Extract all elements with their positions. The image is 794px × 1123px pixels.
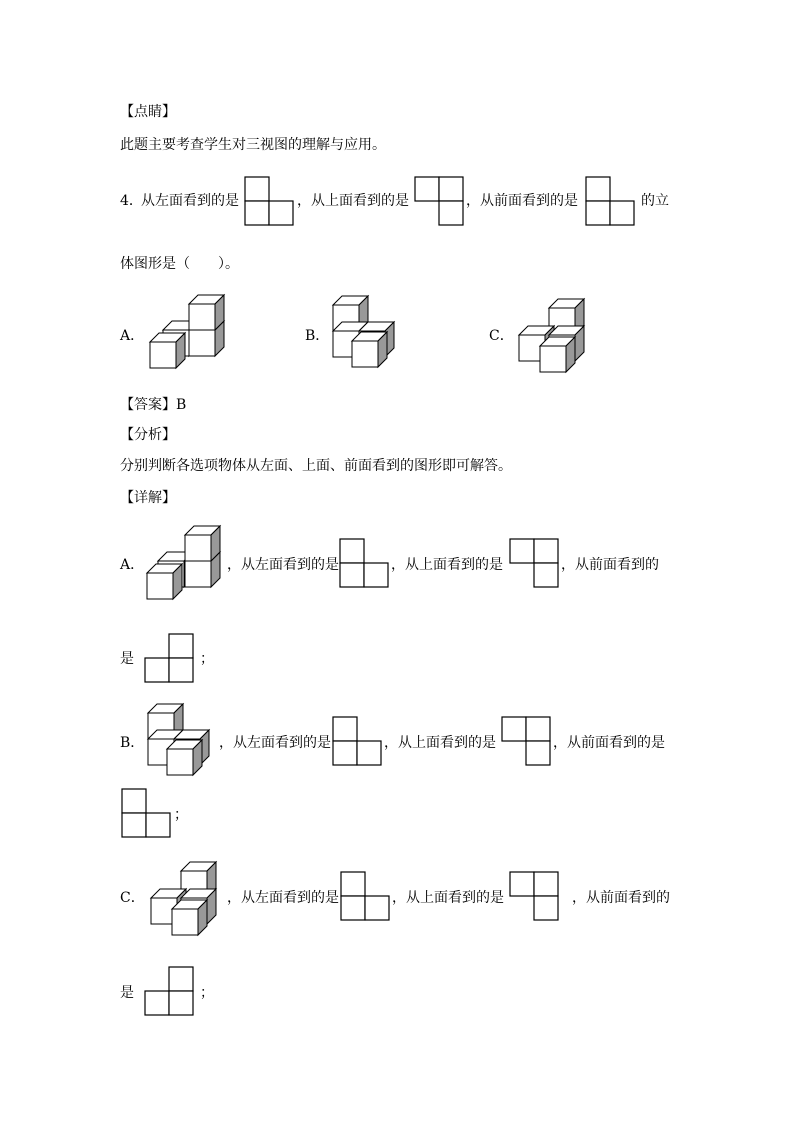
detail-b-left-label: ，从左面看到的是: [219, 735, 331, 751]
detail-c-label: C．: [120, 890, 145, 906]
detail-c-front-label: ，从前面看到的: [572, 890, 670, 906]
detail-b-end: ；: [174, 807, 188, 823]
question-line2: 体图形是（ ）。: [120, 256, 239, 272]
detail-b-front-label: ，从前面看到的是: [553, 735, 665, 751]
question-top-label: ，从上面看到的是: [297, 193, 409, 209]
detail-c-left-label: ，从左面看到的是: [227, 890, 339, 906]
analysis-text: 分别判断各选项物体从左面、上面、前面看到的图形即可解答。: [120, 458, 512, 474]
detail-b-figure: [148, 704, 218, 784]
detail-c-top-view: [510, 872, 559, 921]
detail-a-left-view: [340, 539, 389, 588]
option-a-figure: [150, 294, 230, 374]
heading-fenxi: 【分析】: [120, 427, 176, 443]
question-left-label: 从左面看到的是: [141, 193, 239, 209]
question-left-view: [245, 177, 294, 226]
detail-b-front-view: [122, 789, 171, 838]
detail-c-front-view: [145, 967, 194, 1016]
option-a-label: A．: [120, 328, 145, 344]
dianjing-text: 此题主要考查学生对三视图的理解与应用。: [120, 137, 386, 153]
question-front-view: [586, 177, 635, 226]
question-tail: 的立: [641, 193, 669, 209]
detail-b-label: B．: [120, 735, 145, 751]
question-top-view: [415, 177, 464, 226]
detail-a-figure: [147, 524, 227, 604]
detail-b-left-view: [333, 717, 382, 766]
detail-a-label: A．: [120, 557, 145, 573]
detail-a-top-view: [510, 539, 559, 588]
detail-c-cont: 是: [120, 985, 134, 1001]
answer: 【答案】B: [120, 397, 187, 413]
option-b-label: B．: [305, 328, 330, 344]
question-front-label: ，从前面看到的是: [466, 193, 578, 209]
detail-c-figure: [151, 862, 226, 942]
detail-c-top-label: ，从上面看到的是: [392, 890, 504, 906]
heading-dianjing: 【点睛】: [120, 104, 176, 120]
detail-c-end: ；: [200, 985, 214, 1001]
question-number: 4．: [120, 193, 143, 209]
detail-b-top-view: [502, 717, 551, 766]
heading-xiangjie: 【详解】: [120, 490, 176, 506]
option-c-label: C．: [489, 328, 514, 344]
detail-a-left-label: ，从左面看到的是: [227, 557, 339, 573]
detail-a-cont: 是: [120, 651, 134, 667]
detail-a-top-label: ，从上面看到的是: [391, 557, 503, 573]
option-c-figure: [519, 299, 594, 379]
detail-c-left-view: [341, 872, 390, 921]
detail-b-top-label: ，从上面看到的是: [384, 735, 496, 751]
detail-a-front-view: [145, 634, 194, 683]
option-b-figure: [333, 296, 403, 376]
detail-a-end: ；: [200, 651, 214, 667]
detail-a-front-label: ，从前面看到的: [561, 557, 659, 573]
